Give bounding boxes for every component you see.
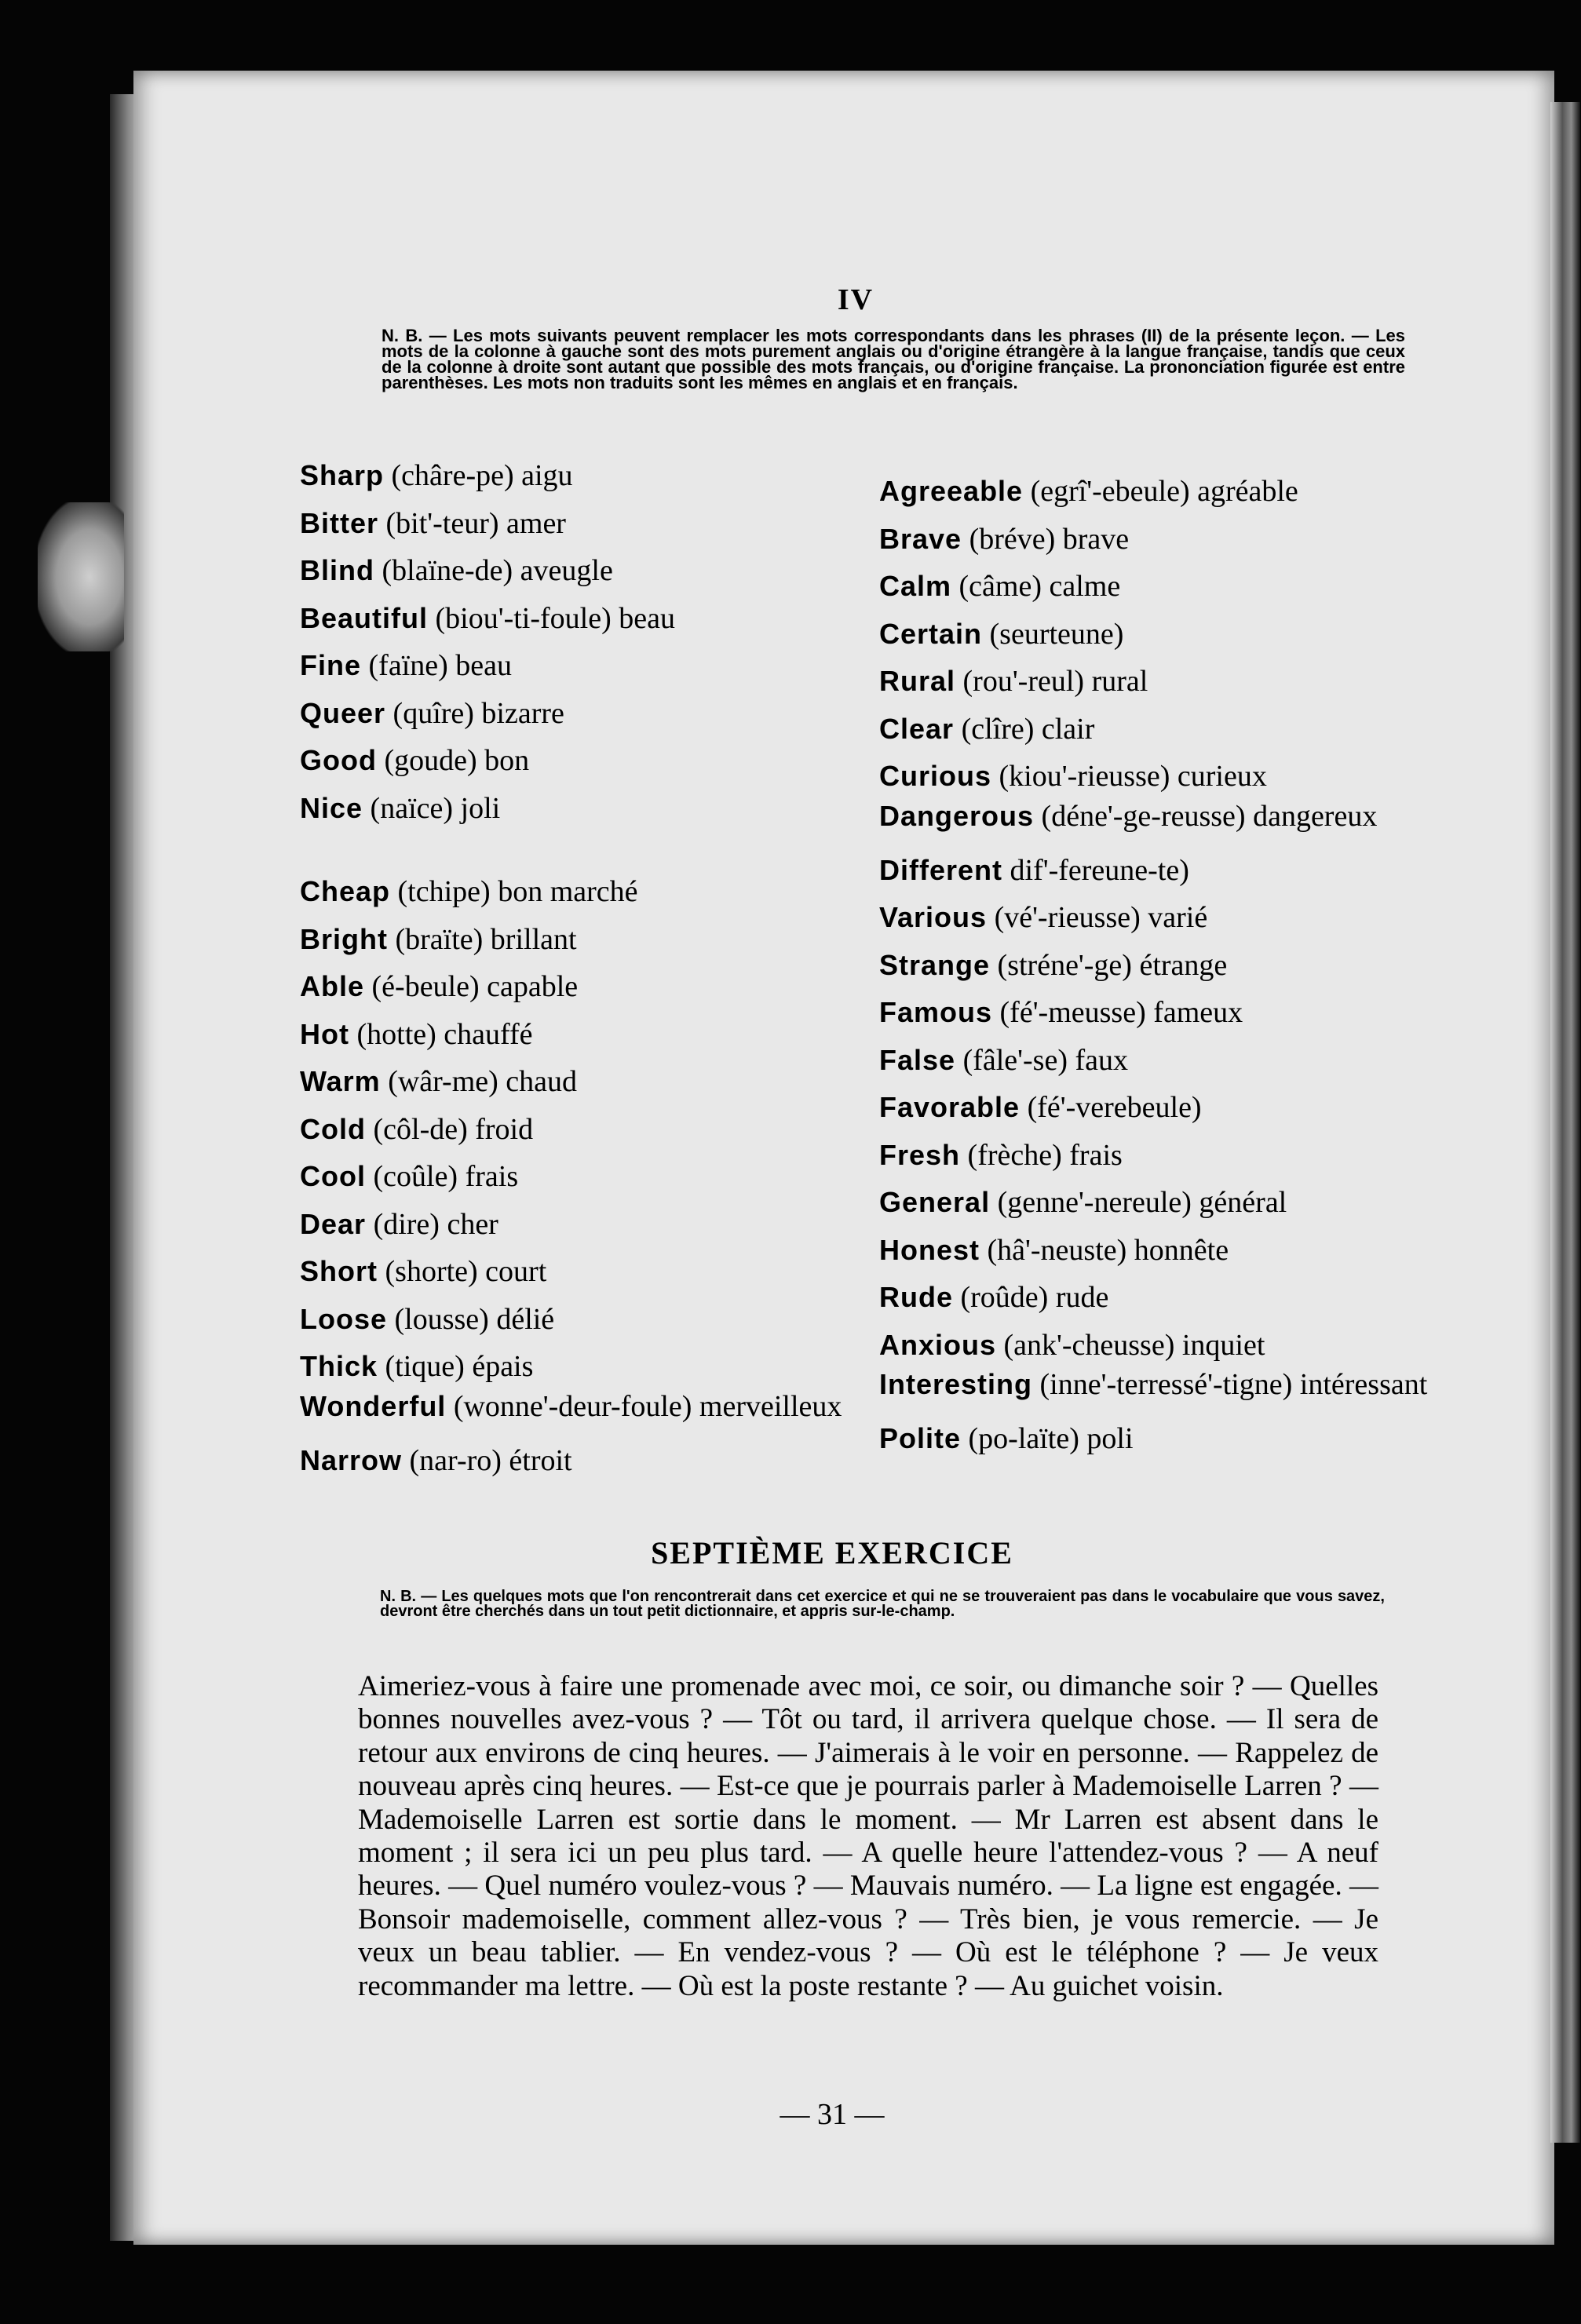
vocab-entry bbox=[300, 737, 896, 785]
vocab-word: Calm bbox=[879, 570, 952, 602]
vocab-entry bbox=[879, 468, 1476, 516]
vocab-entry bbox=[879, 1132, 1476, 1180]
vocab-entry bbox=[300, 595, 896, 643]
vocab-entry bbox=[879, 1274, 1476, 1322]
vocab-gloss: (stréne'-ge) étrange bbox=[990, 948, 1228, 982]
vocab-word: Wonderful bbox=[300, 1389, 447, 1422]
vocab-entry bbox=[300, 452, 896, 500]
vocab-gloss: (goude) bon bbox=[376, 744, 530, 777]
vocab-word: Sharp bbox=[300, 459, 385, 491]
vocab-entry bbox=[300, 500, 896, 548]
vocab-gloss: (fé'-verebeule) bbox=[1020, 1091, 1202, 1124]
vocab-word: Able bbox=[300, 970, 365, 1002]
exercise-title: SEPTIÈME EXERCICE bbox=[651, 1535, 1013, 1571]
vocab-word: Dangerous bbox=[879, 799, 1035, 832]
vocab-gloss: (tchipe) bon marché bbox=[390, 875, 638, 908]
vocab-gloss: (ank'-cheusse) inquiet bbox=[996, 1328, 1265, 1362]
vocab-word: Hot bbox=[300, 1017, 349, 1050]
vocab-entry bbox=[300, 785, 896, 833]
vocab-entry bbox=[300, 1437, 896, 1485]
vocab-gloss: (bréve) brave bbox=[962, 522, 1130, 556]
vocab-word: Loose bbox=[300, 1302, 388, 1335]
vocab-gloss: (clîre) clair bbox=[954, 712, 1095, 746]
vocab-entry bbox=[300, 690, 896, 738]
vocab-gloss: dif'-fereune-te) bbox=[1002, 853, 1189, 887]
vocab-gloss: (vé'-rieusse) varié bbox=[987, 901, 1208, 934]
vocab-gloss: (frèche) frais bbox=[960, 1138, 1123, 1172]
vocab-entry bbox=[300, 1391, 896, 1437]
intro-note bbox=[306, 328, 1405, 391]
vocab-entry bbox=[879, 801, 1476, 847]
vocab-gloss: (quîre) bizarre bbox=[385, 696, 564, 730]
vocab-entry bbox=[879, 753, 1476, 801]
vocab-entry bbox=[879, 1084, 1476, 1132]
vocab-entry bbox=[879, 1322, 1476, 1370]
vocab-entry bbox=[300, 1011, 896, 1059]
vocab-gloss: (fé'-meusse) fameux bbox=[992, 996, 1243, 1029]
vocab-gloss: (roûde) rude bbox=[953, 1281, 1109, 1314]
vocab-entry bbox=[300, 642, 896, 690]
vocab-gloss: (egrî'-ebeule) agréable bbox=[1023, 475, 1298, 508]
vocab-word: Cool bbox=[300, 1160, 366, 1192]
vocab-entry bbox=[300, 1248, 896, 1296]
exercise-body bbox=[279, 1670, 1378, 2003]
vocab-entry bbox=[300, 1153, 896, 1201]
section-number: IV bbox=[837, 283, 874, 316]
vocab-entry bbox=[879, 847, 1476, 895]
vocab-gloss: (côl-de) froid bbox=[365, 1112, 534, 1146]
exercise-note bbox=[286, 1589, 1385, 1619]
vocab-gloss: (naïce) joli bbox=[363, 791, 501, 825]
vocab-column-left bbox=[300, 452, 896, 1484]
vocab-word: Nice bbox=[300, 791, 363, 824]
vocab-word: Interesting bbox=[879, 1368, 1033, 1400]
vocab-word: False bbox=[879, 1043, 956, 1076]
vocab-entry bbox=[300, 916, 896, 964]
vocab-word: Famous bbox=[879, 996, 993, 1028]
vocab-word: Dear bbox=[300, 1207, 367, 1240]
vocab-entry bbox=[300, 1201, 896, 1249]
vocab-word: Short bbox=[300, 1255, 378, 1287]
vocab-word: Various bbox=[879, 901, 988, 933]
vocab-entry bbox=[300, 963, 896, 1011]
vocab-word: Thick bbox=[300, 1350, 378, 1382]
vocab-column-right bbox=[879, 468, 1476, 1463]
vocab-word: Bitter bbox=[300, 506, 379, 539]
vocab-gloss: (déne'-ge-reusse) dangereux bbox=[1034, 799, 1378, 833]
vocab-gloss: (nar-ro) étroit bbox=[402, 1443, 572, 1477]
vocab-gloss: (blaïne-de) aveugle bbox=[374, 554, 613, 587]
vocab-entry bbox=[300, 547, 896, 595]
vocab-word: Fine bbox=[300, 649, 362, 681]
page-number: — 31 — bbox=[780, 2098, 885, 2131]
vocab-word: Cold bbox=[300, 1112, 366, 1145]
vocab-entry bbox=[300, 1058, 896, 1106]
vocab-entry bbox=[879, 563, 1476, 611]
vocab-word: Strange bbox=[879, 948, 991, 981]
vocab-word: Fresh bbox=[879, 1138, 961, 1171]
vocab-entry bbox=[879, 516, 1476, 564]
vocab-word: Beautiful bbox=[300, 601, 429, 634]
vocab-gloss: (é-beule) capable bbox=[364, 970, 579, 1003]
vocab-entry bbox=[879, 706, 1476, 753]
vocab-word: Cheap bbox=[300, 875, 391, 907]
vocab-word: Different bbox=[879, 853, 1003, 886]
vocab-entry bbox=[300, 868, 896, 916]
vocab-gloss: (hâ'-neuste) honnête bbox=[980, 1233, 1229, 1267]
vocab-word: Honest bbox=[879, 1233, 980, 1266]
page-edge bbox=[1550, 102, 1580, 2143]
vocab-gloss: (câme) calme bbox=[951, 570, 1121, 603]
vocab-word: Clear bbox=[879, 712, 955, 745]
vocab-gloss: (biou'-ti-foule) beau bbox=[428, 601, 675, 635]
vocab-gloss: (kiou'-rieusse) curieux bbox=[991, 760, 1267, 793]
vocab-word: Warm bbox=[300, 1065, 381, 1097]
exercise-note-text: N. B. — Les quelques mots que l'on rencontrerait dans cet exercice et qui ne se trouveraient pas dans le vocabulaire que vous savez, devront être cherchés dans un tout petit dictionnaire, et appris sur-le-champ. bbox=[380, 1588, 1385, 1620]
vocab-gloss: (genne'-nereule) général bbox=[990, 1186, 1287, 1219]
intro-note-text: N. B. — Les mots suivants peuvent remplacer les mots correspondants dans les phrases (II) de la présente leçon. — Les mots de la colonne à gauche sont des mots purement anglais ou d'origine étrangère à la langue française, tandis que ceux de la colonne à droite sont autant que possible des mots français, ou d'origine française. La prononciation figurée est entre parenthèses. Les mots non traduits sont les mêmes en anglais et en français. bbox=[382, 326, 1405, 392]
vocab-word: Rural bbox=[879, 665, 956, 697]
vocab-word: Blind bbox=[300, 554, 374, 586]
vocab-entry bbox=[879, 611, 1476, 659]
vocab-entry bbox=[879, 1415, 1476, 1463]
vocab-gloss: (dire) cher bbox=[366, 1207, 498, 1241]
vocab-gloss: (inne'-terressé'-tigne) intéressant bbox=[1032, 1368, 1428, 1401]
vocab-gloss: (hotte) chauffé bbox=[349, 1017, 533, 1051]
vocab-entry bbox=[879, 989, 1476, 1037]
vocab-entry bbox=[879, 894, 1476, 942]
vocab-word: Anxious bbox=[879, 1328, 997, 1361]
vocab-gloss: (wâr-me) chaud bbox=[380, 1065, 578, 1098]
vocab-entry bbox=[879, 1179, 1476, 1227]
vocab-entry bbox=[879, 1227, 1476, 1275]
vocab-entry bbox=[879, 1369, 1476, 1415]
vocab-gloss: (rou'-reul) rural bbox=[955, 665, 1148, 698]
vocab-word: General bbox=[879, 1186, 991, 1218]
vocab-word: Good bbox=[300, 744, 377, 776]
torn-paper-fragment bbox=[38, 502, 124, 651]
vocab-gloss: (seurteune) bbox=[982, 617, 1124, 651]
vocab-gloss: (châre-pe) aigu bbox=[384, 459, 573, 492]
vocab-word: Agreeable bbox=[879, 475, 1024, 507]
vocab-word: Rude bbox=[879, 1281, 953, 1313]
vocab-word: Brave bbox=[879, 522, 962, 555]
vocab-entry bbox=[300, 1343, 896, 1391]
vocab-gloss: (wonne'-deur-foule) merveilleux bbox=[446, 1389, 842, 1423]
vocab-word: Favorable bbox=[879, 1091, 1021, 1123]
vocab-gloss: (faïne) beau bbox=[361, 649, 513, 682]
vocab-word: Narrow bbox=[300, 1443, 403, 1476]
vocab-gloss: (shorte) court bbox=[378, 1255, 547, 1288]
vocab-gloss: (po-laïte) poli bbox=[961, 1422, 1134, 1455]
vocab-word: Bright bbox=[300, 922, 388, 955]
vocab-word: Queer bbox=[300, 696, 386, 729]
vocab-entry bbox=[879, 1037, 1476, 1085]
vocab-entry bbox=[300, 1106, 896, 1154]
vocab-word: Certain bbox=[879, 617, 983, 650]
vocab-word: Polite bbox=[879, 1422, 962, 1454]
vocab-entry bbox=[879, 942, 1476, 990]
vocab-gloss: (tique) épais bbox=[378, 1350, 534, 1383]
vocab-gloss: (fâle'-se) faux bbox=[955, 1043, 1128, 1077]
vocab-gloss: (lousse) délié bbox=[387, 1302, 555, 1336]
group-spacer bbox=[300, 832, 896, 868]
vocab-gloss: (braïte) brillant bbox=[387, 922, 577, 956]
vocab-entry bbox=[879, 658, 1476, 706]
vocab-gloss: (bit'-teur) amer bbox=[378, 506, 566, 540]
vocab-entry bbox=[300, 1296, 896, 1344]
exercise-paragraph: Aimeriez-vous à faire une promenade avec moi, ce soir, ou dimanche soir ? — Quelles bonnes nouvelles avez-vous ? — Tôt ou tard, il arrivera quelque chose. — Il sera de retour aux environs de cinq heures. — J'aimerais à le voir en personne. — Rappelez de nouveau après cinq heures. — Est-ce que je pourrais parler à Mademoiselle Larren ? — Mademoiselle Larren est sortie dans le moment. — Mr Larren est absent dans le moment ; il sera ici un peu plus tard. — A quelle heure l'attendez-vous ? — A neuf heures. — Quel numéro voulez-vous ? — Mauvais numéro. — La ligne est engagée. — Bonsoir mademoiselle, comment allez-vous ? — Très bien, je vous remercie. — Je veux un beau tablier. — En vendez-vous ? — Où est le téléphone ? — Je veux recommander ma lettre. — Où est la poste restante ? — Au guichet voisin. bbox=[358, 1670, 1378, 2002]
vocab-gloss: (coûle) frais bbox=[365, 1160, 519, 1193]
vocab-word: Curious bbox=[879, 760, 992, 792]
